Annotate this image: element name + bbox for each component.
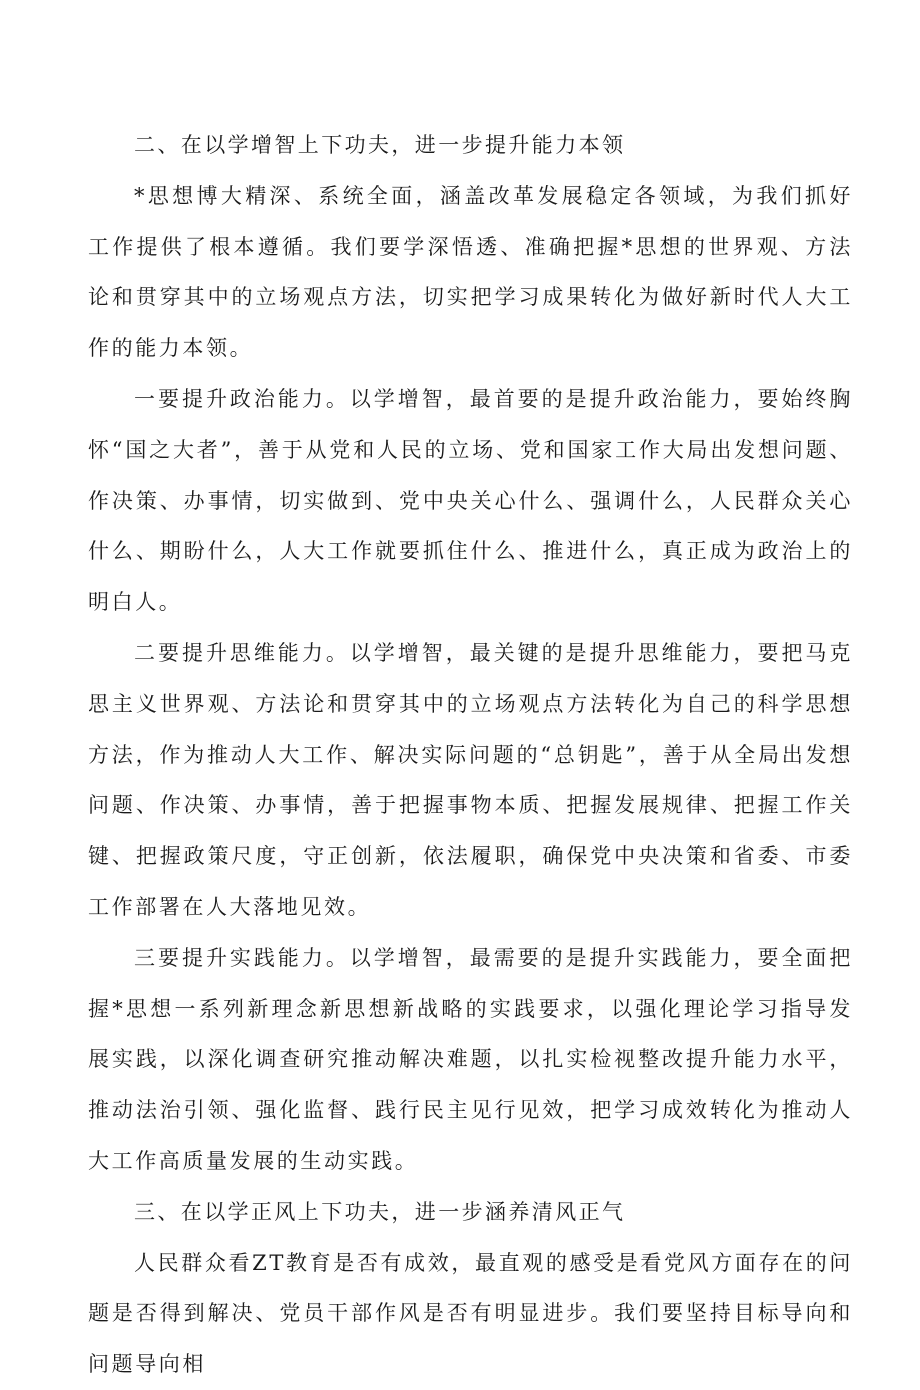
document-body [88,120,853,1390]
section-2-intro-paragraph: *思想博大精深、系统全面，涵盖改革发展稳定各领域，为我们抓好工作提供了根本遵循。我们要学深悟透、准确把握*思想的世界观、方法论和贯穿其中的立场观点方法，切实把学习成果转化为做好新时代人大工作的能力本领。 [88,183,853,361]
practice-ability-paragraph: 三要提升实践能力。以学增智，最需要的是提升实践能力，要全面把握*思想一系列新理念新思想新战略的实践要求，以强化理论学习指导发展实践，以深化调查研究推动解决难题，以扎实检视整改提升能力水平，推动法治引领、强化监督、践行民主见行见效，把学习成效转化为推动人大工作高质量发展的生动实践。 [88,945,853,1173]
section-heading-2: 二、在以学增智上下功夫，进一步提升能力本领 [134,133,626,157]
section-heading-3: 三、在以学正风上下功夫，进一步涵养清风正气 [134,1199,626,1224]
political-ability-paragraph: 一要提升政治能力。以学增智，最首要的是提升政治能力，要始终胸怀“国之大者”，善于从党和人民的立场、党和国家工作大局出发想问题、作决策、办事情，切实做到、党中央关心什么、强调什么，人民群众关心什么、期盼什么，人大工作就要抓住什么、推进什么，真正成为政治上的明白人。 [88,386,853,615]
thinking-ability-paragraph: 二要提升思维能力。以学增智，最关键的是提升思维能力，要把马克思主义世界观、方法论和贯穿其中的立场观点方法转化为自己的科学思想方法，作为推动人大工作、解决实际问题的“总钥匙”，善于从全局出发想问题、作决策、办事情，善于把握事物本质、把握发展规律、把握工作关键、把握政策尺度，守正创新，依法履职，确保党中央决策和省委、市委工作部署在人大落地见效。 [88,640,853,919]
section-3-intro-paragraph: 人民群众看ZT教育是否有成效，最直观的感受是看党风方面存在的问题是否得到解决、党员干部作风是否有明显进步。我们要坚持目标导向和问题导向相 [88,1250,853,1377]
